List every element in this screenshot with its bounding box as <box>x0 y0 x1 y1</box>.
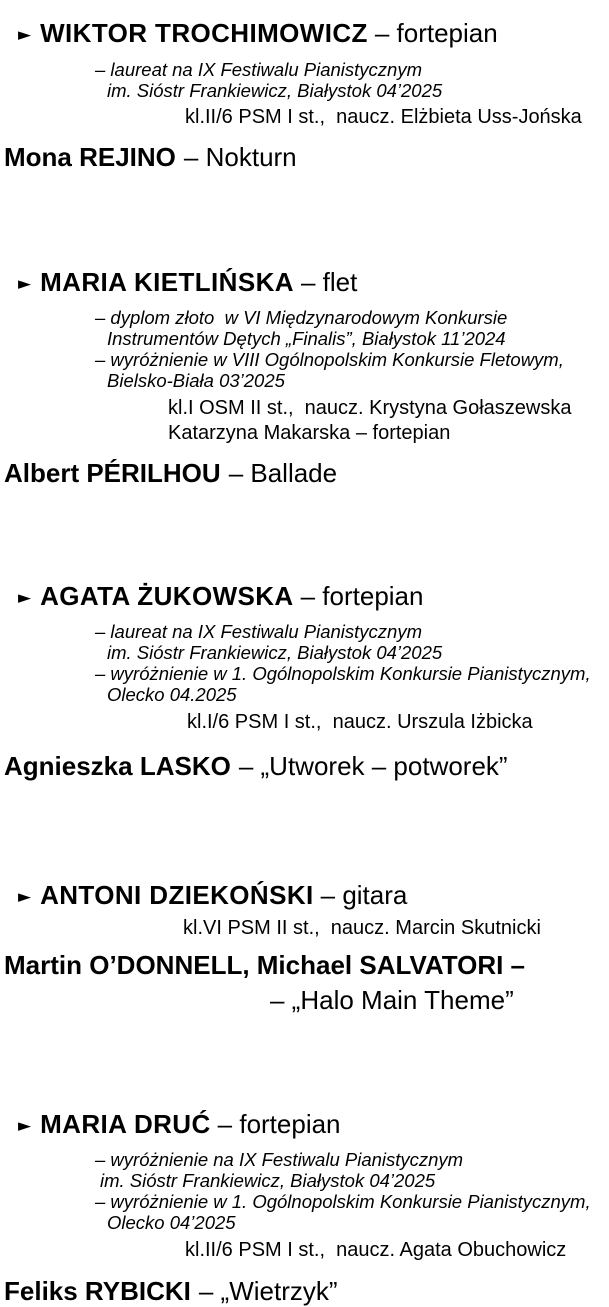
entry-maria-druc <box>0 1109 609 1307</box>
achievement-line: Olecko 04’2025 <box>107 1212 236 1233</box>
bullet-arrow-icon: ► <box>18 887 32 907</box>
achievement-line: – wyróżnienie na IX Festiwalu Pianistycznym <box>95 1149 464 1170</box>
performer-name: MARIA KIETLIŃSKA <box>40 267 294 297</box>
composer-name: Feliks RYBICKI <box>4 1276 191 1306</box>
achievement-line: Instrumentów Dętych „Finalis”, Białystok 11’2024 <box>107 328 506 349</box>
bullet-arrow-icon: ► <box>18 25 32 45</box>
performer-name: MARIA DRUĆ <box>40 1109 211 1139</box>
achievement-line: Bielsko-Biała 03’2025 <box>107 370 285 391</box>
performer-name: ANTONI DZIEKOŃSKI <box>40 880 314 910</box>
entry-antoni-dziekonski <box>0 880 609 1016</box>
performer-header <box>0 581 609 615</box>
achievement-line: – dyplom złoto w VI Międzynarodowym Konkursie <box>95 307 508 328</box>
performer-instrument: – gitara <box>320 880 408 910</box>
entry-wiktor-trochimowicz <box>0 18 609 173</box>
composer-name: Martin O’DONNELL, Michael SALVATORI – <box>4 950 526 980</box>
class-teacher-line: kl.II/6 PSM I st., naucz. Elżbieta Uss-Jońska <box>185 106 582 128</box>
piece-title: – „Utworek – potworek” <box>238 751 508 781</box>
achievement-line: – laureat na IX Festiwalu Pianistycznym <box>95 59 422 80</box>
achievement-line: – wyróżnienie w 1. Ogólnopolskim Konkursie Pianistycznym, <box>95 1191 591 1212</box>
piece-line <box>4 457 609 489</box>
piece-title: – „Wietrzyk” <box>198 1276 338 1306</box>
piece-title: – Ballade <box>228 458 338 488</box>
accompanist-line: Katarzyna Makarska – fortepian <box>168 422 451 444</box>
bullet-arrow-icon: ► <box>18 1116 32 1136</box>
achievement-line: im. Sióstr Frankiewicz, Białystok 04’2025 <box>107 80 443 101</box>
achievement-line: im. Sióstr Frankiewicz, Białystok 04’2025 <box>107 642 443 663</box>
performer-header <box>0 267 609 301</box>
piece-line <box>4 1275 609 1307</box>
performer-instrument: – fortepian <box>300 581 424 611</box>
performer-instrument: – flet <box>300 267 358 297</box>
achievement-line: im. Sióstr Frankiewicz, Białystok 04’2025 <box>100 1170 436 1191</box>
bullet-arrow-icon: ► <box>18 274 32 294</box>
class-teacher-line: kl.II/6 PSM I st., naucz. Agata Obuchowicz <box>185 1239 567 1261</box>
performer-instrument: – fortepian <box>374 18 498 48</box>
composer-name: Albert PÉRILHOU <box>4 458 221 488</box>
achievement-line: – laureat na IX Festiwalu Pianistycznym <box>95 621 422 642</box>
class-teacher-line: kl.VI PSM II st., naucz. Marcin Skutnicki <box>183 917 541 939</box>
performer-name: WIKTOR TROCHIMOWICZ <box>40 18 368 48</box>
performer-header <box>0 1109 609 1143</box>
performer-name: AGATA ŻUKOWSKA <box>40 581 294 611</box>
entry-maria-kietlinska <box>0 267 609 489</box>
piece-title-line: – „Halo Main Theme” <box>270 985 514 1015</box>
class-teacher-line: kl.I OSM II st., naucz. Krystyna Gołaszewska <box>168 397 572 419</box>
entry-agata-zukowska <box>0 581 609 782</box>
composer-name: Agnieszka LASKO <box>4 751 231 781</box>
composer-name: Mona REJINO <box>4 142 176 172</box>
achievement-line: – wyróżnienie w 1. Ogólnopolskim Konkursie Pianistycznym, <box>95 663 591 684</box>
piece-line <box>4 750 609 782</box>
achievement-line: – wyróżnienie w VIII Ogólnopolskim Konkursie Fletowym, <box>95 349 564 370</box>
performer-header <box>0 880 609 914</box>
class-teacher-line: kl.I/6 PSM I st., naucz. Urszula Iżbicka <box>187 711 533 733</box>
piece-line <box>4 949 609 981</box>
piece-title: – Nokturn <box>183 142 297 172</box>
performer-instrument: – fortepian <box>217 1109 341 1139</box>
bullet-arrow-icon: ► <box>18 588 32 608</box>
achievement-line: Olecko 04.2025 <box>107 684 237 705</box>
piece-line <box>4 141 609 173</box>
performer-header <box>0 18 609 52</box>
